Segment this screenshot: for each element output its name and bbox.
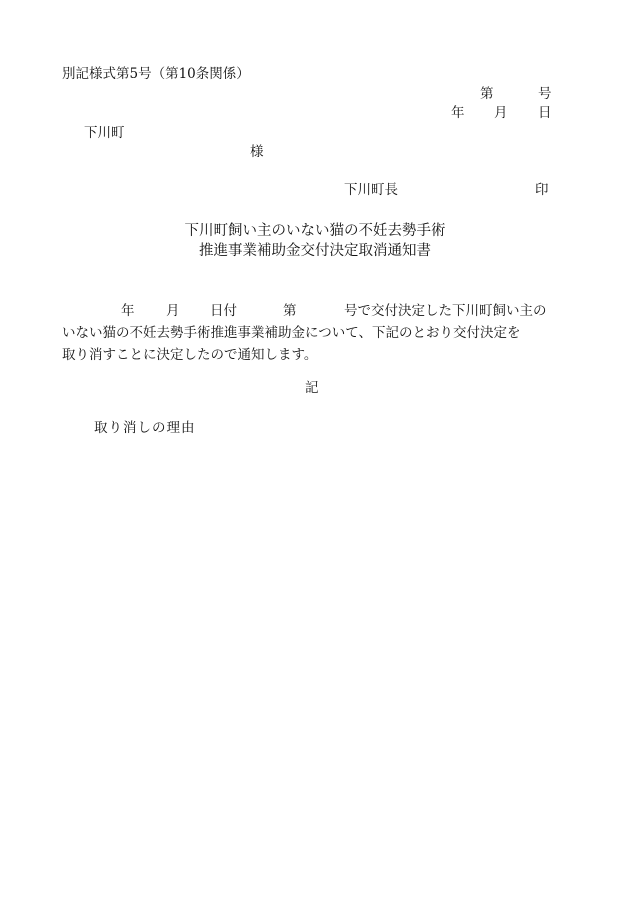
addressee-town: 下川町 bbox=[84, 125, 125, 141]
body-line-1 bbox=[62, 300, 562, 322]
body-ref-year: 年 bbox=[121, 303, 135, 319]
number-dai: 第 bbox=[480, 86, 494, 102]
body-ref-month: 月 bbox=[166, 303, 180, 319]
ki-heading: 記 bbox=[305, 380, 319, 396]
number-gou: 号 bbox=[538, 86, 552, 102]
addressee-sama: 様 bbox=[250, 144, 264, 160]
body-ref-dai: 第 bbox=[283, 303, 297, 319]
sender-seal: 印 bbox=[535, 182, 549, 198]
date-day: 日 bbox=[538, 105, 552, 121]
title-line-2: 推進事業補助金交付決定取消通知書 bbox=[199, 243, 431, 259]
sender-name: 下川町長 bbox=[344, 182, 398, 198]
body-ref-date: 日付 bbox=[210, 303, 237, 319]
body-line-2: いない猫の不妊去勢手術推進事業補助金について、下記のとおり交付決定を bbox=[62, 325, 521, 341]
form-label: 別記様式第5号（第10条関係） bbox=[62, 66, 250, 82]
body-line-1-rest: 号で交付決定した下川町飼い主の bbox=[344, 303, 547, 319]
date-year: 年 bbox=[451, 105, 465, 121]
title-line-1: 下川町飼い主のいない猫の不妊去勢手術 bbox=[184, 223, 446, 239]
reason-label: 取り消しの理由 bbox=[94, 420, 196, 436]
date-month: 月 bbox=[494, 105, 508, 121]
body-paragraph bbox=[62, 300, 562, 366]
body-line-3: 取り消すことに決定したので通知します。 bbox=[62, 347, 318, 363]
